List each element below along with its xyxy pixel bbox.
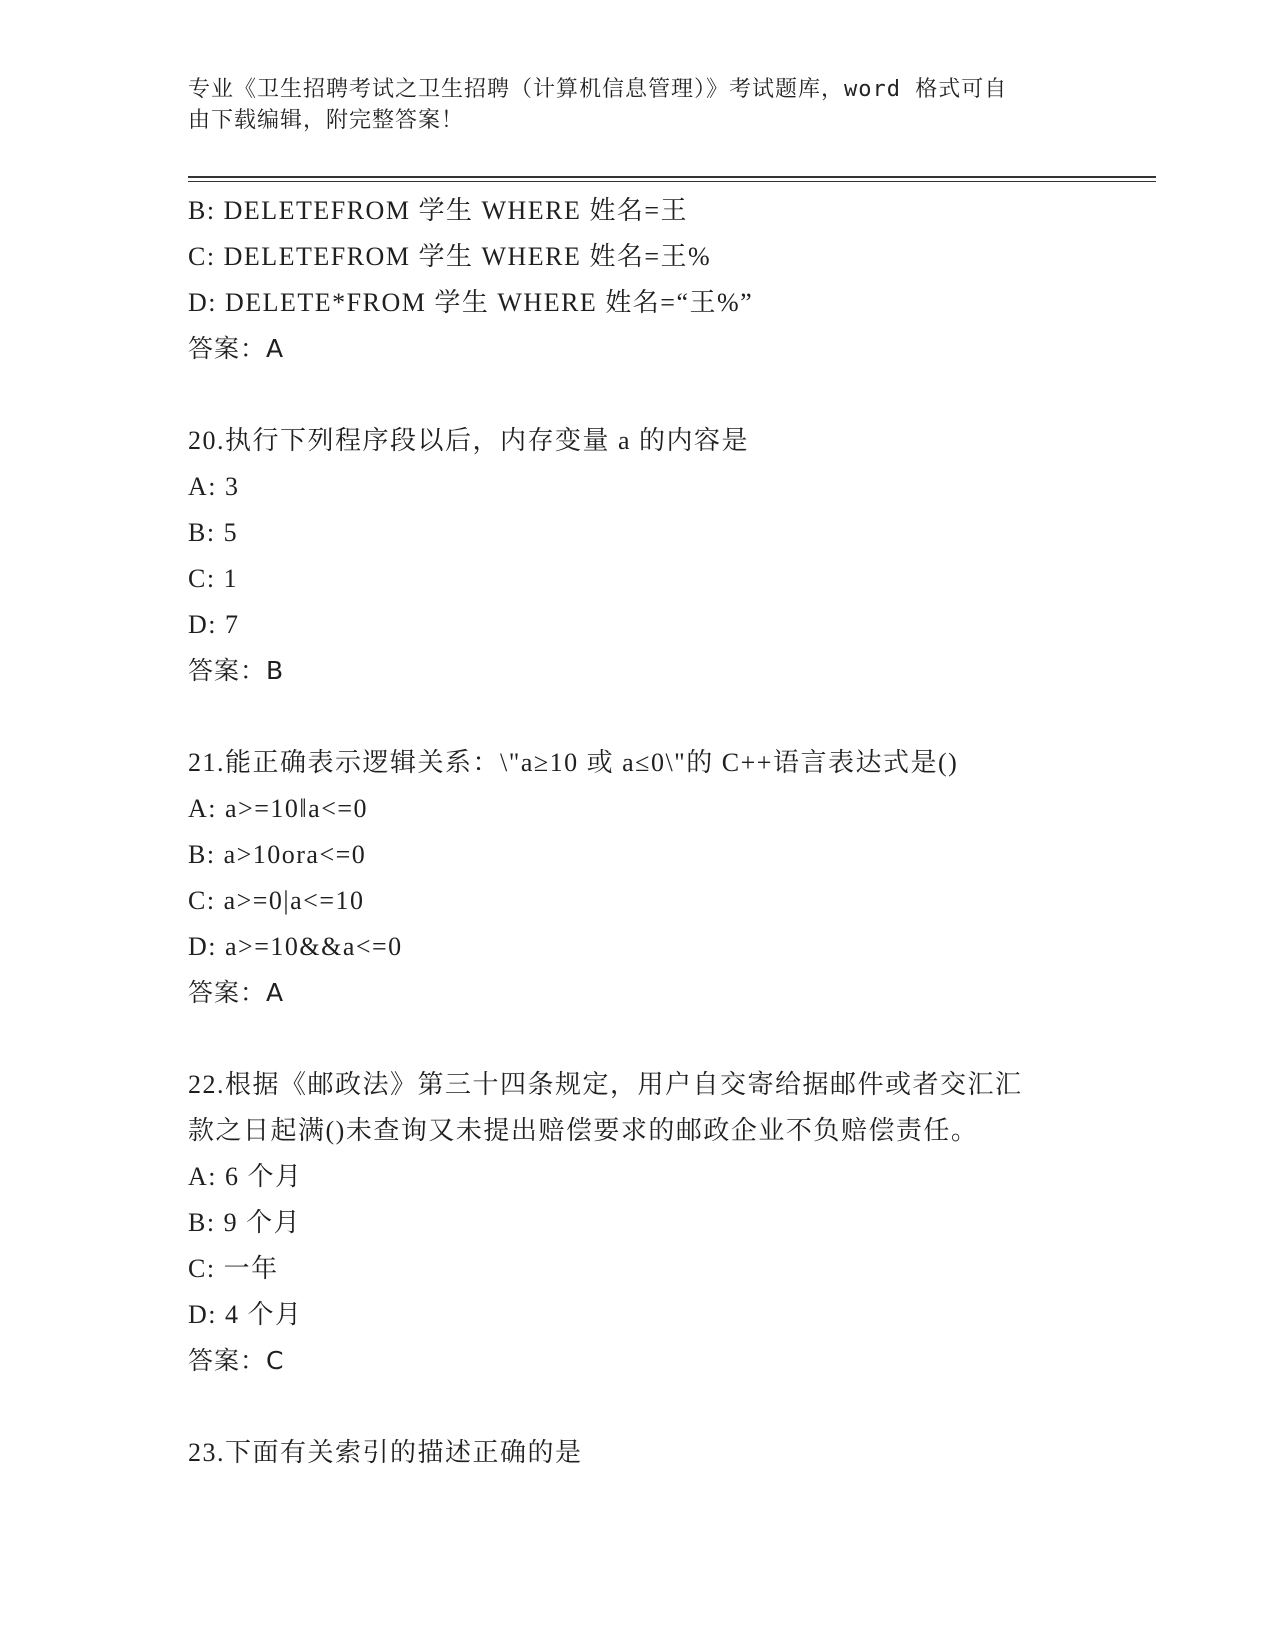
header-divider-thick bbox=[188, 176, 1156, 178]
question-list bbox=[188, 188, 1118, 1476]
header-divider-thin bbox=[188, 181, 1156, 182]
answer-label: 答案：A bbox=[188, 334, 285, 363]
question-20 bbox=[188, 418, 1118, 694]
option-c: C: 1 bbox=[188, 564, 239, 593]
option-a: A: a>=10‖a<=0 bbox=[188, 794, 369, 823]
option-d: D: a>=10&&a<=0 bbox=[188, 932, 403, 961]
option-b: B: 9 个月 bbox=[188, 1208, 302, 1237]
option-d: D: 7 bbox=[188, 610, 240, 639]
option-d: D: 4 个月 bbox=[188, 1300, 303, 1329]
spacer bbox=[188, 1016, 1118, 1062]
spacer bbox=[188, 1384, 1118, 1430]
option-a: A: 6 个月 bbox=[188, 1162, 303, 1191]
option-c: C: 一年 bbox=[188, 1254, 279, 1283]
question-stem: 21.能正确表示逻辑关系：\"a≥10 或 a≤0\"的 C++语言表达式是() bbox=[188, 748, 959, 777]
answer-label: 答案：C bbox=[188, 1346, 285, 1375]
option-a: A: 3 bbox=[188, 472, 240, 501]
question-23 bbox=[188, 1430, 1118, 1476]
question-19-tail bbox=[188, 188, 1118, 372]
option-c: C: DELETEFROM 学生 WHERE 姓名=王% bbox=[188, 242, 712, 271]
option-c: C: a>=0|a<=10 bbox=[188, 886, 365, 915]
header-line-2: 由下载编辑，附完整答案！ bbox=[188, 108, 465, 133]
spacer bbox=[188, 694, 1118, 740]
option-d: D: DELETE*FROM 学生 WHERE 姓名=“王%” bbox=[188, 288, 754, 317]
question-stem: 23.下面有关索引的描述正确的是 bbox=[188, 1438, 583, 1467]
spacer bbox=[188, 372, 1118, 418]
document-header bbox=[188, 74, 1088, 136]
option-b: B: a>10ora<=0 bbox=[188, 840, 367, 869]
question-22 bbox=[188, 1062, 1118, 1384]
answer-label: 答案：A bbox=[188, 978, 285, 1007]
answer-label: 答案：B bbox=[188, 656, 285, 685]
header-line-1: 专业《卫生招聘考试之卫生招聘（计算机信息管理）》考试题库，word 格式可自 bbox=[188, 77, 1008, 102]
question-stem: 20.执行下列程序段以后，内存变量 a 的内容是 bbox=[188, 426, 750, 455]
question-stem-line-2: 款之日起满()未查询又未提出赔偿要求的邮政企业不负赔偿责任。 bbox=[188, 1116, 979, 1145]
option-b: B: DELETEFROM 学生 WHERE 姓名=王 bbox=[188, 196, 689, 225]
question-stem-line-1: 22.根据《邮政法》第三十四条规定，用户自交寄给据邮件或者交汇汇 bbox=[188, 1070, 1023, 1099]
question-21 bbox=[188, 740, 1118, 1016]
option-b: B: 5 bbox=[188, 518, 239, 547]
